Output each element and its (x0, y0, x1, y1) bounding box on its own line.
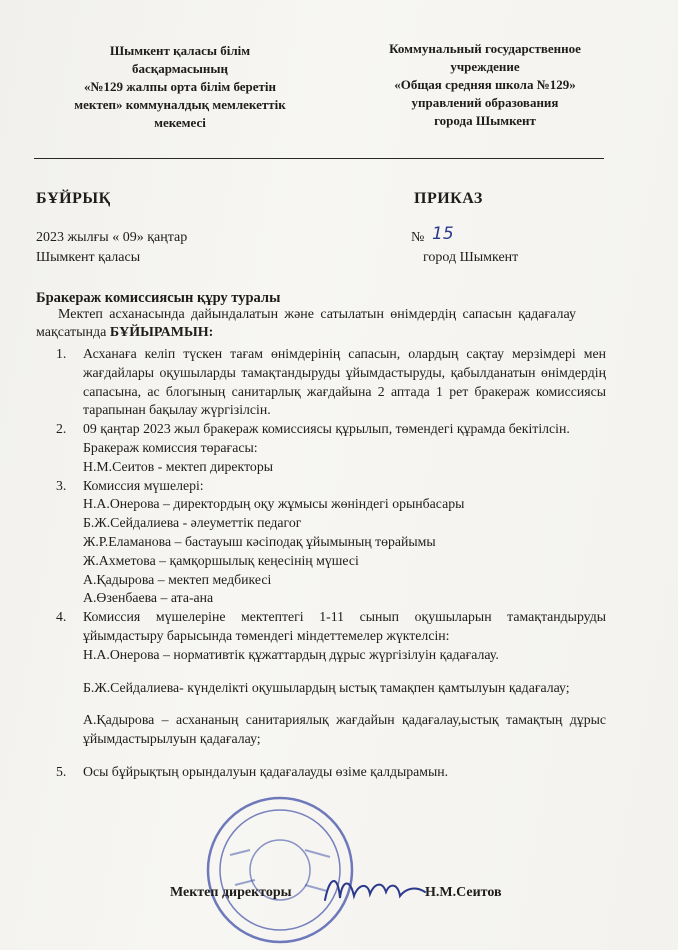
item-text: Осы бұйрықтың орындалуын қадағалауды өзіме қалдырамын. (83, 763, 449, 779)
chair-name: Н.М.Сеитов - мектеп директоры (83, 458, 273, 474)
item-number: 1. (56, 346, 67, 361)
item-number: 3. (56, 477, 67, 493)
order-items (36, 345, 606, 782)
member: Н.А.Онерова – директордың оқу жұмысы жөніндегі орынбасары (83, 496, 465, 512)
member: Ж.Р.Еламанова – бастауыш кәсіподақ ұйымының төрайымы (83, 533, 436, 549)
header-left-line: «№129 жалпы орта білім беретін (83, 79, 277, 94)
intro-command: БҰЙЫРАМЫН: (109, 325, 214, 340)
city-ru: город Шымкент (423, 250, 519, 265)
signature-icon (320, 870, 430, 910)
header-divider (34, 158, 604, 159)
item-text: Асханаға келіп түскен тағам өнімдерінің сапасын, олардың сақтау мерзімдері мен жағдайлары оқушыларды тамақтандыруды ұйымдастыруды, қабылданатын өнімдердің сапасына, ас блогының санитарлық жағдайына 2 аптада 1 рет бракераж комиссиясы тарапынан бақылау жүргізілсін. (83, 346, 606, 418)
order-subject: Бракераж комиссиясын құру туралы (36, 290, 281, 306)
item-text: 09 қаңтар 2023 жыл бракераж комиссиясы құрылып, төмендегі құрамда бекітілсін. (83, 421, 570, 437)
header-right-line: «Общая средняя школа №129» (394, 77, 576, 92)
order-number-handwritten: 15 (432, 224, 454, 244)
signature-label: Мектеп директоры (170, 885, 292, 900)
intro-text: Мектеп асханасында дайындалатын және сатылатын өнімдердің сапасын қадағалау мақсатында (36, 307, 576, 340)
header-left-kz (55, 42, 305, 132)
duty: Б.Ж.Сейдалиева- күнделікті оқушылардың ыстық тамақпен қамтылуын қадағалау; (83, 679, 570, 695)
members-label: Комиссия мүшелері: (83, 477, 204, 493)
header-right-line: города Шымкент (434, 113, 536, 128)
order-number-label: № (411, 230, 425, 245)
title-kz: БҰЙРЫҚ (36, 190, 111, 207)
header-right-ru (360, 40, 610, 130)
member: А.Өзенбаева – ата-ана (83, 590, 214, 606)
title-ru: ПРИКАЗ (414, 190, 483, 207)
header-left-line: Шымкент қаласы білім (109, 43, 251, 58)
member: А.Қадырова – мектеп медбикесі (83, 571, 272, 587)
item-number: 2. (56, 421, 67, 437)
order-item-5 (36, 763, 606, 782)
order-date: 2023 жылғы « 09» қаңтар (36, 230, 188, 245)
member: Ж.Ахметова – қамқоршылық кеңесінің мүшесі (83, 552, 359, 568)
item-number: 5. (56, 763, 67, 779)
header-left-line: басқармасының (131, 61, 229, 76)
order-item-3 (36, 477, 606, 609)
header-right-line: управлений образования (411, 95, 559, 110)
city-kz: Шымкент қаласы (36, 250, 141, 265)
order-item-2 (36, 420, 606, 476)
signature-name: Н.М.Сеитов (425, 885, 502, 900)
header-left-line: мекемесі (154, 115, 206, 130)
item-text: Комиссия мүшелеріне мектептегі 1-11 сынып оқушыларын тамақтандыруды ұйымдастыру барысында төмендегі міндеттемелер жүктелсін: (83, 609, 606, 643)
order-item-4 (36, 608, 606, 763)
duty: А.Қадырова – асхананың санитариялық жағдайын қадағалау,ыстық тамақтың дұрыс ұйымдастырылуын қадағалау; (83, 712, 606, 747)
item-number: 4. (56, 609, 67, 625)
order-item-1 (36, 345, 606, 420)
header-left-line: мектеп» коммуналдық мемлекеттік (74, 97, 286, 112)
duty: Н.А.Онерова – нормативтік құжаттардың дұрыс жүргізілуін қадағалау. (83, 646, 499, 662)
chair-label: Бракераж комиссия төрағасы: (83, 439, 258, 455)
order-intro (36, 306, 576, 342)
header-right-line: учреждение (450, 59, 520, 74)
header-right-line: Коммунальный государственное (389, 41, 581, 56)
member: Б.Ж.Сейдалиева - әлеуметтік педагог (83, 515, 302, 531)
